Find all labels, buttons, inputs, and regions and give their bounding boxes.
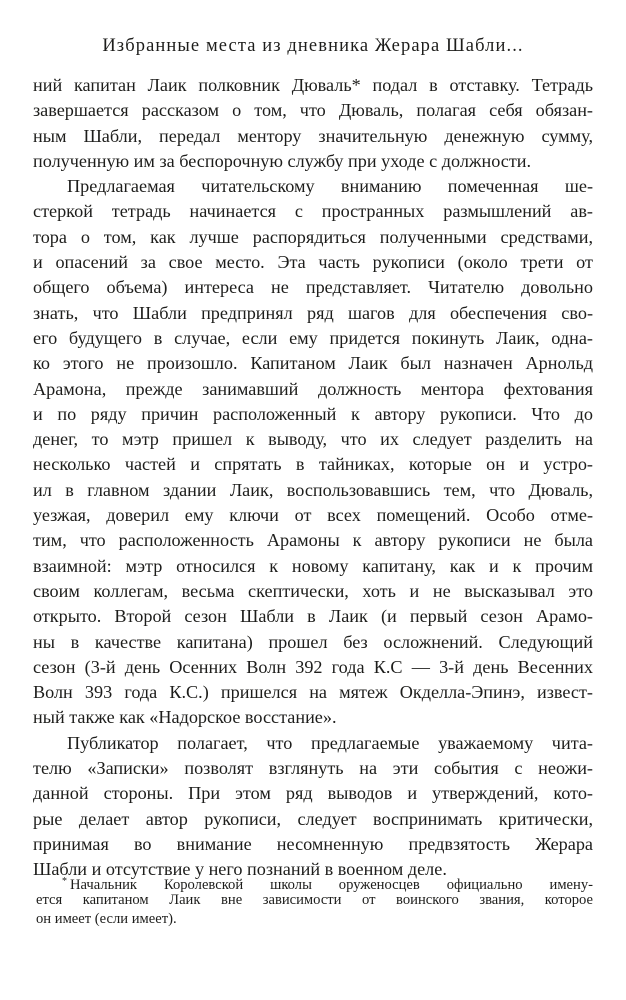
text-line: Предлагаемая читательскому вниманию помеченная ше- (67, 176, 593, 197)
main-text (33, 73, 593, 883)
text-line: и опасений за свое место. Эта часть рукописи (около трети от (33, 252, 593, 273)
footnote-line (36, 872, 593, 891)
text-line: ным Шабли, передал ментору значительную денежную сумму, (33, 125, 593, 146)
text-line: Шабли и отсутствие у него познаний в военном деле. (33, 859, 447, 880)
text-line: завершается рассказом о том, что Дюваль, полагая себя обязан- (33, 100, 593, 121)
footnote-line: ется капитаном Лаик вне зависимости от воинского звания, которое (36, 892, 593, 908)
text-line: Арамона, прежде занимавший должность ментора фехтования (33, 378, 593, 399)
text-line: уезжая, доверил ему ключи от всех помещений. Особо отме- (33, 505, 593, 526)
text-line: тим, что расположенность Арамоны к автору рукописи не была (33, 530, 593, 551)
text-line: ил в главном здании Лаик, воспользовавшись тем, что Дюваль, (33, 479, 593, 500)
text-line: денег, то мэтр пришел к выводу, что их следует разделить на (33, 429, 593, 450)
text-line: Волн 393 года К.С.) пришелся на мятеж Окделла-Эпинэ, извест- (33, 682, 593, 703)
text-line: общего объема) интереса не представляет. Читателю довольно (33, 277, 593, 298)
running-head: Избранные места из дневника Жерара Шабли... (102, 36, 524, 56)
text-line: своим коллегам, весьма скептически, хоть и не высказывал это (33, 580, 593, 601)
text-line: несколько частей и спрятать в тайниках, которые он и устро- (33, 454, 593, 475)
text-line: принимая во внимание несомненную предвзятость Жерара (33, 833, 593, 854)
text-line: телю «Записки» позволят взглянуть на эти события с неожи- (33, 758, 593, 779)
paragraph-3 (33, 731, 593, 883)
footnote-line: он имеет (если имеет). (36, 911, 177, 927)
text-line: ний капитан Лаик полковник Дюваль* подал в отставку. Тетрадь (33, 75, 593, 95)
text-line: Публикатор полагает, что предлагаемые уважаемому чита- (67, 732, 593, 753)
paragraph-1 (33, 73, 593, 174)
text-line: ко этого не произошло. Капитаном Лаик был назначен Арнольд (33, 353, 593, 374)
footnote-text: Начальник Королевской школы оруженосцев официально имену- (70, 877, 593, 893)
text-line: данной стороны. При этом ряд выводов и утверждений, кото- (33, 783, 593, 804)
text-line: рые делает автор рукописи, следует воспринимать критически, (33, 808, 593, 829)
text-line: сезон (3-й день Осенних Волн 392 года К.С — 3-й день Весенних (33, 656, 593, 677)
text-line: тора о том, как лучше распорядиться полученными средствами, (33, 226, 593, 247)
text-line: знать, что Шабли предпринял ряд шагов для обеспечения сво- (33, 302, 593, 323)
paragraph-2 (33, 174, 593, 731)
text-line: ный также как «Надорское восстание». (33, 707, 337, 728)
text-line: его будущего в случае, если ему придется покинуть Лаик, одна- (33, 327, 593, 348)
text-line: и по ряду причин расположенный к автору рукописи. Что до (33, 403, 593, 424)
text-line: полученную им за беспорочную службу при уходе с должности. (33, 150, 532, 171)
text-line: взаимной: мэтр относился к новому капитану, как и к прочим (33, 555, 593, 576)
text-line: ны в качестве капитана) прошел без осложнений. Следующий (33, 631, 593, 652)
text-line: стеркой тетрадь начинается с пространных размышлений ав- (33, 201, 593, 222)
text-line: открыто. Второй сезон Шабли в Лаик (и первый сезон Арамо- (33, 606, 593, 627)
footnote (36, 872, 593, 929)
footnote-marker: * (62, 876, 67, 887)
